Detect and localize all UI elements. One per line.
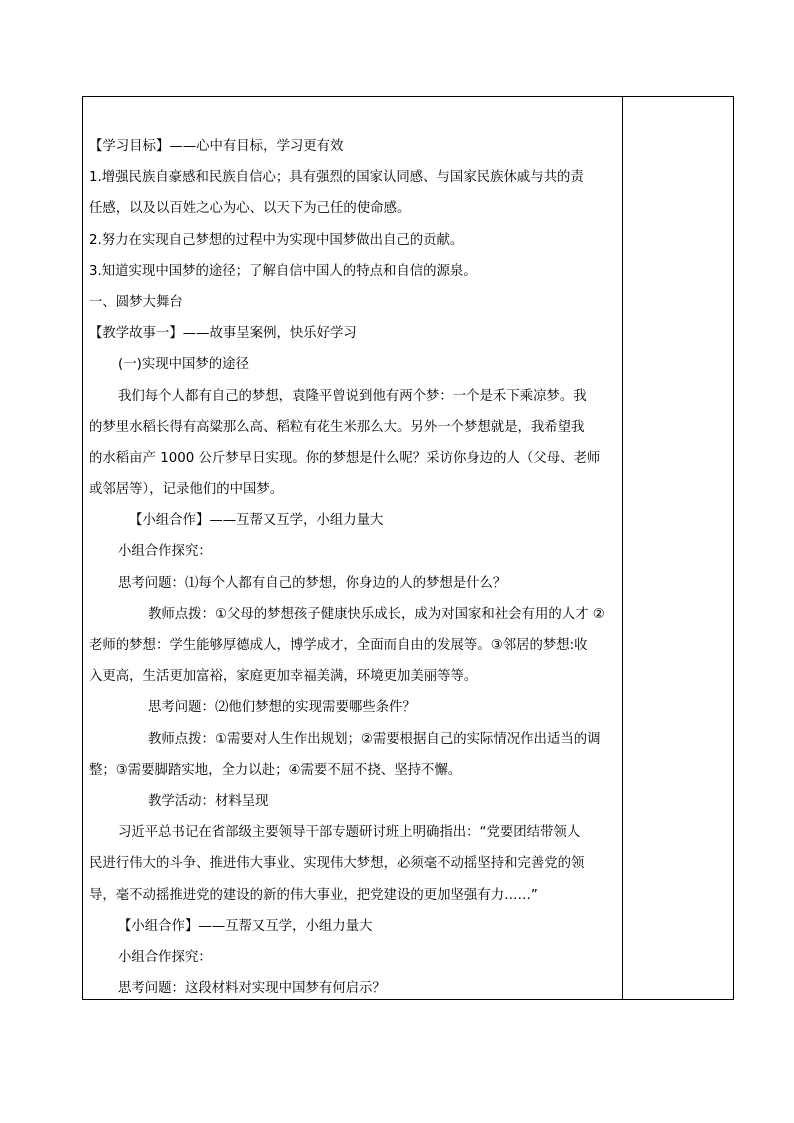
teaching-activity-label: 教学活动：材料呈现	[148, 793, 269, 809]
story-paragraph-line: 的梦里水稻长得有高粱那么高、稻粒有花生米那么大。另外一个梦想就是，我希望我	[89, 419, 585, 435]
story-paragraph-line: 或邻居等），记录他们的中国梦。	[89, 482, 284, 498]
material-paragraph-line: 民进行伟大的斗争、推进伟大事业、实现伟大梦想，必须毫不动摇坚持和完善党的领	[89, 856, 585, 872]
notes-cell	[623, 97, 733, 999]
group-work-heading: 【小组合作】——互帮又互学，小组力量大	[118, 918, 373, 934]
main-cell	[89, 131, 611, 1004]
group-work-heading: 【小组合作】——互帮又互学，小组力量大	[129, 513, 384, 529]
question-2: 思考问题：⑵他们梦想的实现需要哪些条件？	[148, 700, 416, 716]
objective-1-line-2: 任感，以及以百姓之心为心、以天下为己任的使命感。	[89, 201, 411, 217]
question-3: 思考问题：这段材料对实现中国梦有何启示？	[118, 981, 386, 997]
material-paragraph-line: 习近平总书记在省部级主要领导干部专题研讨班上明确指出：“党要团结带领人	[118, 825, 581, 841]
objective-1-line-1: 1.增强民族自豪感和民族自信心；具有强烈的国家认同感、与国家民族休戚与共的责	[89, 170, 584, 186]
question-1: 思考问题：⑴每个人都有自己的梦想，你身边的人的梦想是什么？	[118, 575, 507, 591]
objective-2: 2.努力在实现自己梦想的过程中为实现中国梦做出自己的贡献。	[89, 232, 464, 248]
teacher-tip-line: 教师点拨：①需要对人生作出规划；②需要根据自己的实际情况作出适当的调	[148, 731, 601, 747]
group-explore-label: 小组合作探究：	[118, 544, 212, 560]
subsection-heading: (一)实现中国梦的途径	[118, 357, 249, 373]
story-heading: 【教学故事一】——故事呈案例，快乐好学习	[89, 326, 357, 342]
story-paragraph-line: 的水稻亩产 1000 公斤梦早日实现。你的梦想是什么呢？采访你身边的人（父母、老师	[89, 450, 601, 466]
teacher-tip-line: 教师点拨：①父母的梦想孩子健康快乐成长，成为对国家和社会有用的人才 ②	[148, 606, 605, 622]
section-heading: 一、圆梦大舞台	[89, 294, 183, 310]
story-paragraph-line: 我们每个人都有自己的梦想，袁隆平曾说到他有两个梦：一个是禾下乘凉梦。我	[118, 388, 587, 404]
teacher-tip-line: 整；③需要脚踏实地，全力以赴；④需要不屈不挠、坚持不懈。	[89, 762, 462, 778]
teacher-tip-line: 老师的梦想：学生能够厚德成人，博学成才，全面而自由的发展等。③邻居的梦想:收	[89, 638, 588, 653]
lesson-table	[82, 96, 734, 1000]
teacher-tip-line: 入更高，生活更加富裕，家庭更加幸福美满，环境更加美丽等等。	[89, 669, 478, 685]
objectives-heading: 【学习目标】——心中有目标，学习更有效	[89, 139, 344, 154]
group-explore-label: 小组合作探究：	[118, 949, 212, 965]
objective-3: 3.知道实现中国梦的途径；了解自信中国人的特点和自信的源泉。	[89, 263, 477, 279]
material-paragraph-line: 导，毫不动摇推进党的建设的新的伟大事业，把党建设的更加坚强有力……”	[89, 887, 538, 903]
